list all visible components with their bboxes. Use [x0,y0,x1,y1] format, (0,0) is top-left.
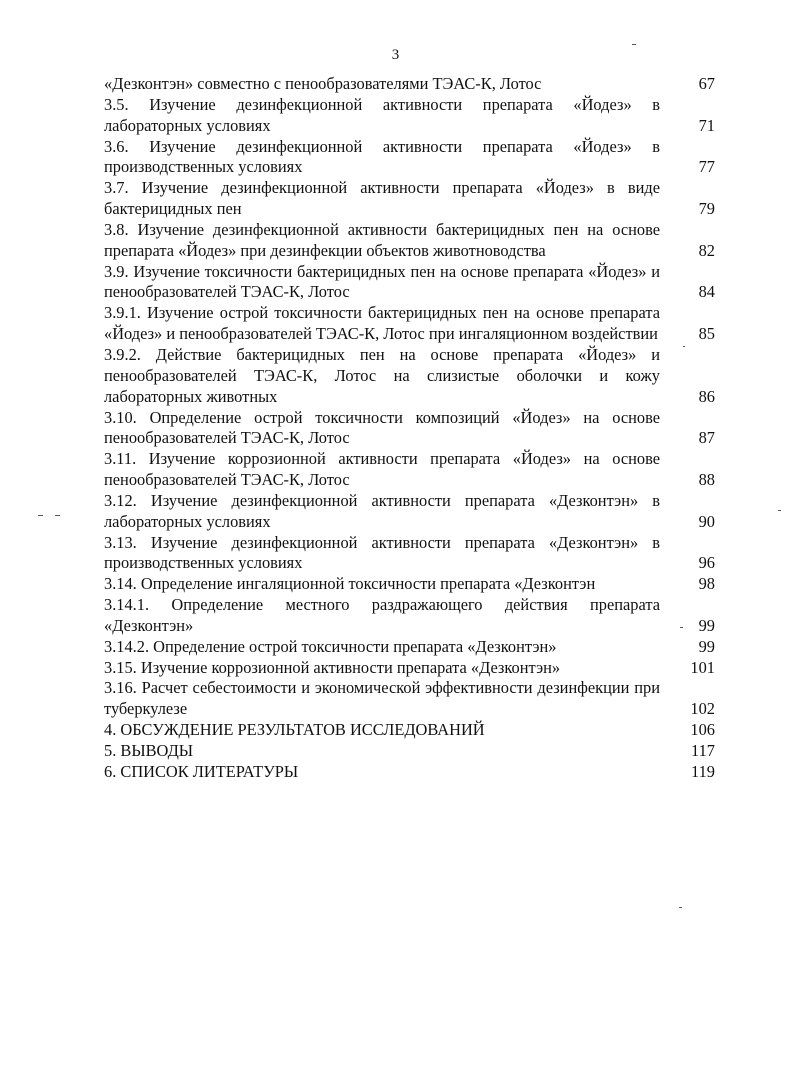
toc-entry-title: 3.9.2. Действие бактерицидных пен на основе препарата «Йодез» и пенообразователей ТЭАС-К, Лотос на слизистые оболочки и кожу лабораторных животных [104,344,660,406]
toc-entry-title: 3.9.1. Изучение острой токсичности бактерицидных пен на основе препарата «Йодез» и пенообразователей ТЭАС-К, Лотос при ингаляционном воздействии [104,303,660,344]
toc-entry-3-9-1 [104,303,715,345]
toc-entry-page: 71 [698,115,715,135]
toc-entry-3-7 [104,178,715,220]
toc-entry-3-11 [104,449,715,491]
toc-entry-title: 3.7. Изучение дезинфекционной активности препарата «Йодез» в виде бактерицидных пен [104,178,660,219]
toc-entry-title: 3.15. Изучение коррозионной активности препарата «Дезконтэн» [104,657,561,677]
toc-entry-3-16 [104,678,715,720]
toc-entry-3-14-1 [104,595,715,637]
scan-speck [632,44,636,45]
scan-speck [55,515,60,516]
toc-entry-3-15 [104,658,715,679]
toc-entry-3-4-continued [104,74,715,95]
toc-entry-page: 99 [698,636,715,656]
scan-speck [679,907,682,908]
toc-entry-page: 90 [698,511,715,531]
scan-speck [683,346,685,347]
toc-entry-page: 86 [698,386,715,406]
toc-entry-chapter-6 [104,762,715,783]
toc-entry-page: 84 [698,282,715,302]
toc-entry-title: 3.14.2. Определение острой токсичности препарата «Дезконтэн» [104,636,557,656]
toc-entry-3-13 [104,533,715,575]
toc-entry-chapter-5 [104,741,715,762]
toc-entry-3-14 [104,574,715,595]
scan-speck [778,510,781,511]
toc-entry-3-9 [104,262,715,304]
toc-entry-page: 88 [698,470,715,490]
toc-entry-page: 117 [691,741,715,760]
toc-entry-page: 106 [690,720,715,740]
toc-entry-title: 3.6. Изучение дезинфекционной активности препарата «Йодез» в производственных условиях [104,136,660,177]
toc-entry-title: 5. ВЫВОДЫ [104,741,194,760]
toc-entry-title: 3.14. Определение ингаляционной токсичности препарата «Дезконтэн [104,574,596,594]
toc-entry-title: 3.11. Изучение коррозионной активности препарата «Йодез» на основе пенообразователей ТЭАС-К, Лотос [104,449,660,490]
toc-entry-3-10 [104,408,715,450]
table-of-contents [104,74,715,783]
toc-entry-page: 85 [698,324,715,344]
toc-entry-3-9-2 [104,345,715,408]
toc-entry-page: 79 [698,199,715,219]
scan-speck [38,515,43,516]
toc-entry-3-8 [104,220,715,262]
toc-entry-title: 3.10. Определение острой токсичности композиций «Йодез» на основе пенообразователей ТЭАС-К, Лотос [104,407,660,448]
toc-entry-chapter-4 [104,720,715,741]
toc-entry-page: 101 [690,657,715,677]
toc-entry-title: 4. ОБСУЖДЕНИЕ РЕЗУЛЬТАТОВ ИССЛЕДОВАНИЙ [104,720,485,740]
toc-entry-title: 3.12. Изучение дезинфекционной активности препарата «Дезконтэн» в лабораторных условиях [104,490,660,531]
toc-entry-page: 99 [698,615,715,635]
toc-entry-title: 3.8. Изучение дезинфекционной активности бактерицидных пен на основе препарата «Йодез» при дезинфекции объектов животноводства [104,219,660,260]
toc-entry-page: 82 [698,240,715,260]
toc-entry-3-6 [104,137,715,179]
toc-entry-title: 3.9. Изучение токсичности бактерицидных пен на основе препарата «Йодез» и пенообразователей ТЭАС-К, Лотос [104,261,660,302]
toc-entry-title: 3.13. Изучение дезинфекционной активности препарата «Дезконтэн» в производственных условиях [104,532,660,573]
toc-entry-page: 102 [690,699,715,719]
toc-entry-page: 119 [691,761,715,781]
toc-entry-page: 67 [698,74,715,93]
toc-entry-page: 98 [698,574,715,594]
toc-entry-title: 3.5. Изучение дезинфекционной активности препарата «Йодез» в лабораторных условиях [104,94,660,135]
toc-entry-page: 87 [698,428,715,448]
toc-entry-title: 6. СПИСОК ЛИТЕРАТУРЫ [104,761,299,781]
page-number: 3 [391,47,400,63]
toc-entry-title: 3.14.1. Определение местного раздражающего действия препарата «Дезконтэн» [104,595,660,635]
toc-entry-page: 96 [698,553,715,573]
toc-entry-title: 3.16. Расчет себестоимости и экономической эффективности дезинфекции при туберкулезе [104,678,660,719]
toc-entry-title: «Дезконтэн» совместно с пенообразователями ТЭАС-К, Лотос [104,74,542,93]
toc-entry-page: 77 [698,157,715,177]
toc-entry-3-5 [104,95,715,137]
toc-entry-3-14-2 [104,637,715,658]
toc-entry-3-12 [104,491,715,533]
scan-speck [680,627,683,628]
